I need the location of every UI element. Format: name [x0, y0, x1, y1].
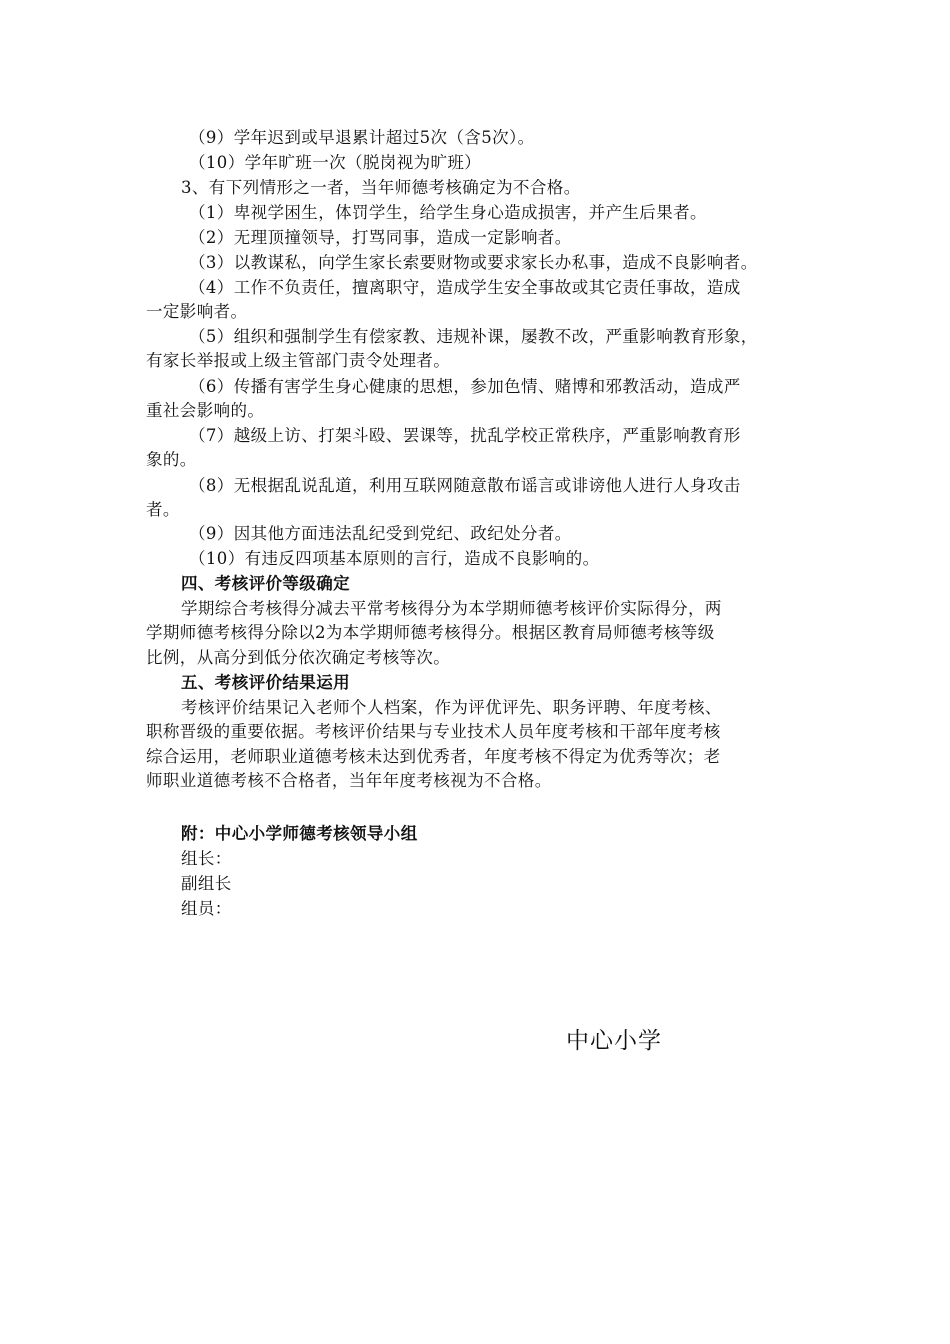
appendix-vice-leader: 副组长 [181, 874, 232, 893]
text-line: 有家长举报或上级主管部门责令处理者。 [146, 351, 451, 370]
text-line: 考核评价结果记入老师个人档案，作为评优评先、职务评聘、年度考核、 [181, 698, 722, 717]
text-line: （2）无理顶撞领导，打骂同事，造成一定影响者。 [189, 228, 572, 247]
text-line: 综合运用，老师职业道德考核未达到优秀者，年度考核不得定为优秀等次；老 [146, 747, 721, 766]
text-line: （4）工作不负责任，擅离职守，造成学生安全事故或其它责任事故，造成 [189, 278, 741, 297]
text-line: 重社会影响的。 [146, 401, 265, 420]
text-line: 学期师德考核得分除以2为本学期师德考核得分。根据区教育局师德考核等级 [146, 623, 715, 642]
text-line: 职称晋级的重要依据。考核评价结果与专业技术人员年度考核和干部年度考核 [146, 722, 721, 741]
text-line: （10）学年旷班一次（脱岗视为旷班） [189, 153, 482, 172]
text-line: （8）无根据乱说乱道，利用互联网随意散布谣言或诽谤他人进行人身攻击 [189, 476, 741, 495]
text-line: （9）因其他方面违法乱纪受到党纪、政纪处分者。 [189, 524, 572, 543]
text-line: （5）组织和强制学生有偿家教、违规补课，屡教不改，严重影响教育形象， [189, 327, 758, 346]
text-line: （3）以教谋私，向学生家长索要财物或要求家长办私事，造成不良影响者。 [189, 253, 758, 272]
signature: 中心小学 [566, 1028, 662, 1054]
text-line: （1）卑视学困生，体罚学生，给学生身心造成损害，并产生后果者。 [189, 203, 707, 222]
section5-heading: 五、考核评价结果运用 [181, 673, 350, 692]
text-line: （6）传播有害学生身心健康的思想，参加色情、赌博和邪教活动，造成严 [189, 377, 741, 396]
text-line: 象的。 [146, 450, 197, 469]
section4-heading: 四、考核评价等级确定 [181, 574, 350, 593]
appendix-members: 组员： [181, 899, 232, 918]
text-line: 一定影响者。 [146, 302, 248, 321]
rule3-intro: 3、有下列情形之一者，当年师德考核确定为不合格。 [181, 178, 581, 197]
text-line: 学期综合考核得分减去平常考核得分为本学期师德考核评价实际得分，两 [181, 599, 722, 618]
appendix-leader: 组长： [181, 849, 232, 868]
text-line: （7）越级上访、打架斗殴、罢课等，扰乱学校正常秩序，严重影响教育形 [189, 426, 741, 445]
text-line: 比例，从高分到低分依次确定考核等次。 [146, 648, 451, 667]
text-line: （9）学年迟到或早退累计超过5次（含5次）。 [189, 128, 535, 147]
text-line: 者。 [146, 500, 180, 519]
appendix-heading: 附：中心小学师德考核领导小组 [181, 824, 418, 843]
text-line: 师职业道德考核不合格者，当年年度考核视为不合格。 [146, 771, 552, 790]
text-line: （10）有违反四项基本原则的言行，造成不良影响的。 [189, 549, 600, 568]
